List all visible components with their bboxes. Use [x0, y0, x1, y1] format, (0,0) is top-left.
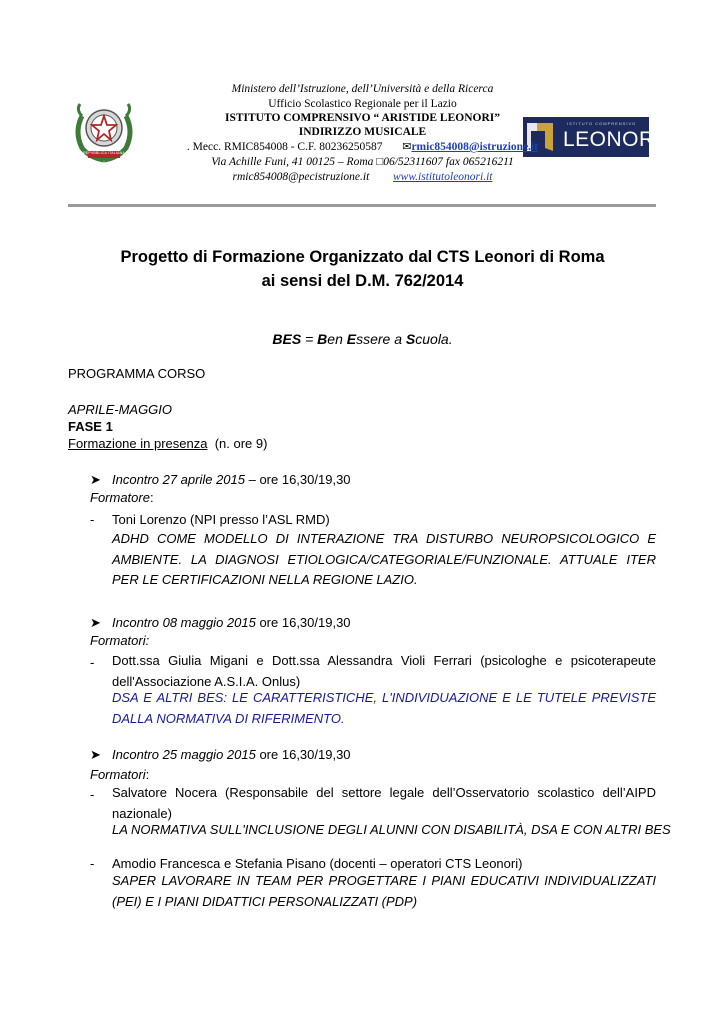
meeting-time: ore 16,30/19,30 [259, 747, 351, 762]
subtitle: BES = Ben Essere a Scuola. [272, 331, 453, 347]
trainer-label: Formatori: [90, 633, 150, 648]
regional-office-line: Ufficio Scolastico Regionale per il Lazio [268, 98, 457, 110]
speaker-topic: SAPER LAVORARE IN TEAM PER PROGETTARE I PIANI EDUCATIVI INDIVIDUALIZZATI (PEI) E I PIANI DIDATTICI PERSONALIZZATI (PDP) [112, 873, 656, 909]
trainer-label: Formatore: [90, 490, 154, 505]
meeting-heading [90, 471, 351, 489]
speaker-topic: ADHD COME MODELLO DI INTERAZIONE TRA DISTURBO NEUROPSICOLOGICO E AMBIENTE. LA DIAGNOSI ETIOLOGICA/CATEGORIALE/FUNZIONALE. ATTUALE ITER PER LE CERTIFICAZIONI NELLA REGIONE LAZIO. [112, 531, 656, 587]
speaker-dash: - [90, 655, 95, 670]
music-track: INDIRIZZO MUSICALE [298, 126, 427, 138]
document-title-line-2: ai sensi del D.M. 762/2014 [261, 272, 464, 290]
website-link[interactable]: www.istitutoleonori.it [393, 171, 493, 183]
arrow-bullet-icon: ➤ [90, 747, 101, 762]
school-name: ISTITUTO COMPRENSIVO “ ARISTIDE LEONORI” [225, 112, 500, 124]
school-codes-line [0, 140, 725, 154]
meeting-time: – ore 16,30/19,30 [248, 472, 351, 487]
header-divider [68, 204, 656, 207]
logo-small-text: ISTITUTO COMPRENSIVO [567, 121, 637, 126]
speaker-name: Amodio Francesca e Stefania Pisano (docenti – operatori CTS Leonori) [112, 856, 523, 871]
format-line [68, 435, 267, 453]
meeting-heading [90, 614, 351, 632]
speaker-topic: LA NORMATIVA SULL'INCLUSIONE DEGLI ALUNNI CON DISABILITÀ, DSA E CON ALTRI BES [112, 822, 671, 837]
program-label: PROGRAMMA CORSO [68, 366, 206, 381]
ministry-line: Ministero dell’Istruzione, dell’Università e della Ricerca [231, 83, 494, 95]
address-line: Via Achille Funi, 41 00125 – Roma □06/52311607 fax 065216211 [211, 156, 514, 168]
speaker-topic: DSA E ALTRI BES: LE CARATTERISTICHE, L'INDIVIDUAZIONE E LE TUTELE PREVISTE DALLA NORMATIVA DI RIFERIMENTO. [112, 690, 656, 726]
speaker-dash: - [90, 787, 95, 802]
trainer-label: Formatori: [90, 767, 150, 782]
arrow-bullet-icon: ➤ [90, 472, 101, 487]
meeting-date: Incontro 27 aprile 2015 [112, 472, 245, 487]
email-link[interactable]: rmic854008@istruzione.it [411, 141, 539, 153]
format-label: Formazione in presenza [68, 436, 208, 451]
meeting-date: Incontro 25 maggio 2015 [112, 747, 256, 762]
speaker-dash: - [90, 856, 95, 871]
pec-email: rmic854008@pecistruzione.it [232, 171, 370, 183]
speaker-dash: - [90, 512, 95, 527]
meeting-time: ore 16,30/19,30 [259, 615, 351, 630]
speaker-name: Salvatore Nocera (Responsabile del settore legale dell’Osservatorio scolastico dell’AIPD nazionale) [112, 785, 656, 821]
emblem-motto: REPVBBLICA ITALIANA [83, 151, 125, 155]
speaker-name: Dott.ssa Giulia Migani e Dott.ssa Alessandra Violi Ferrari (psicologhe e psicoterapeute dell'Associazione A.S.I.A. Onlus) [112, 653, 656, 689]
phase-label: FASE 1 [68, 419, 113, 434]
period-label: APRILE-MAGGIO [68, 402, 173, 417]
logo-caption: LEONORI [563, 128, 662, 151]
document-title-line-1: Progetto di Formazione Organizzato dal CTS Leonori di Roma [120, 248, 605, 266]
meeting-date: Incontro 08 maggio 2015 [112, 615, 256, 630]
mail-icon: ✉ [402, 141, 412, 153]
speaker-name: Toni Lorenzo (NPI presso l’ASL RMD) [112, 512, 330, 527]
school-codes: . Mecc. RMIC854008 - C.F. 80236250587 [186, 141, 383, 153]
pec-line [0, 170, 725, 184]
arrow-bullet-icon: ➤ [90, 615, 101, 630]
format-hours: (n. ore 9) [214, 436, 268, 451]
meeting-heading [90, 746, 351, 764]
